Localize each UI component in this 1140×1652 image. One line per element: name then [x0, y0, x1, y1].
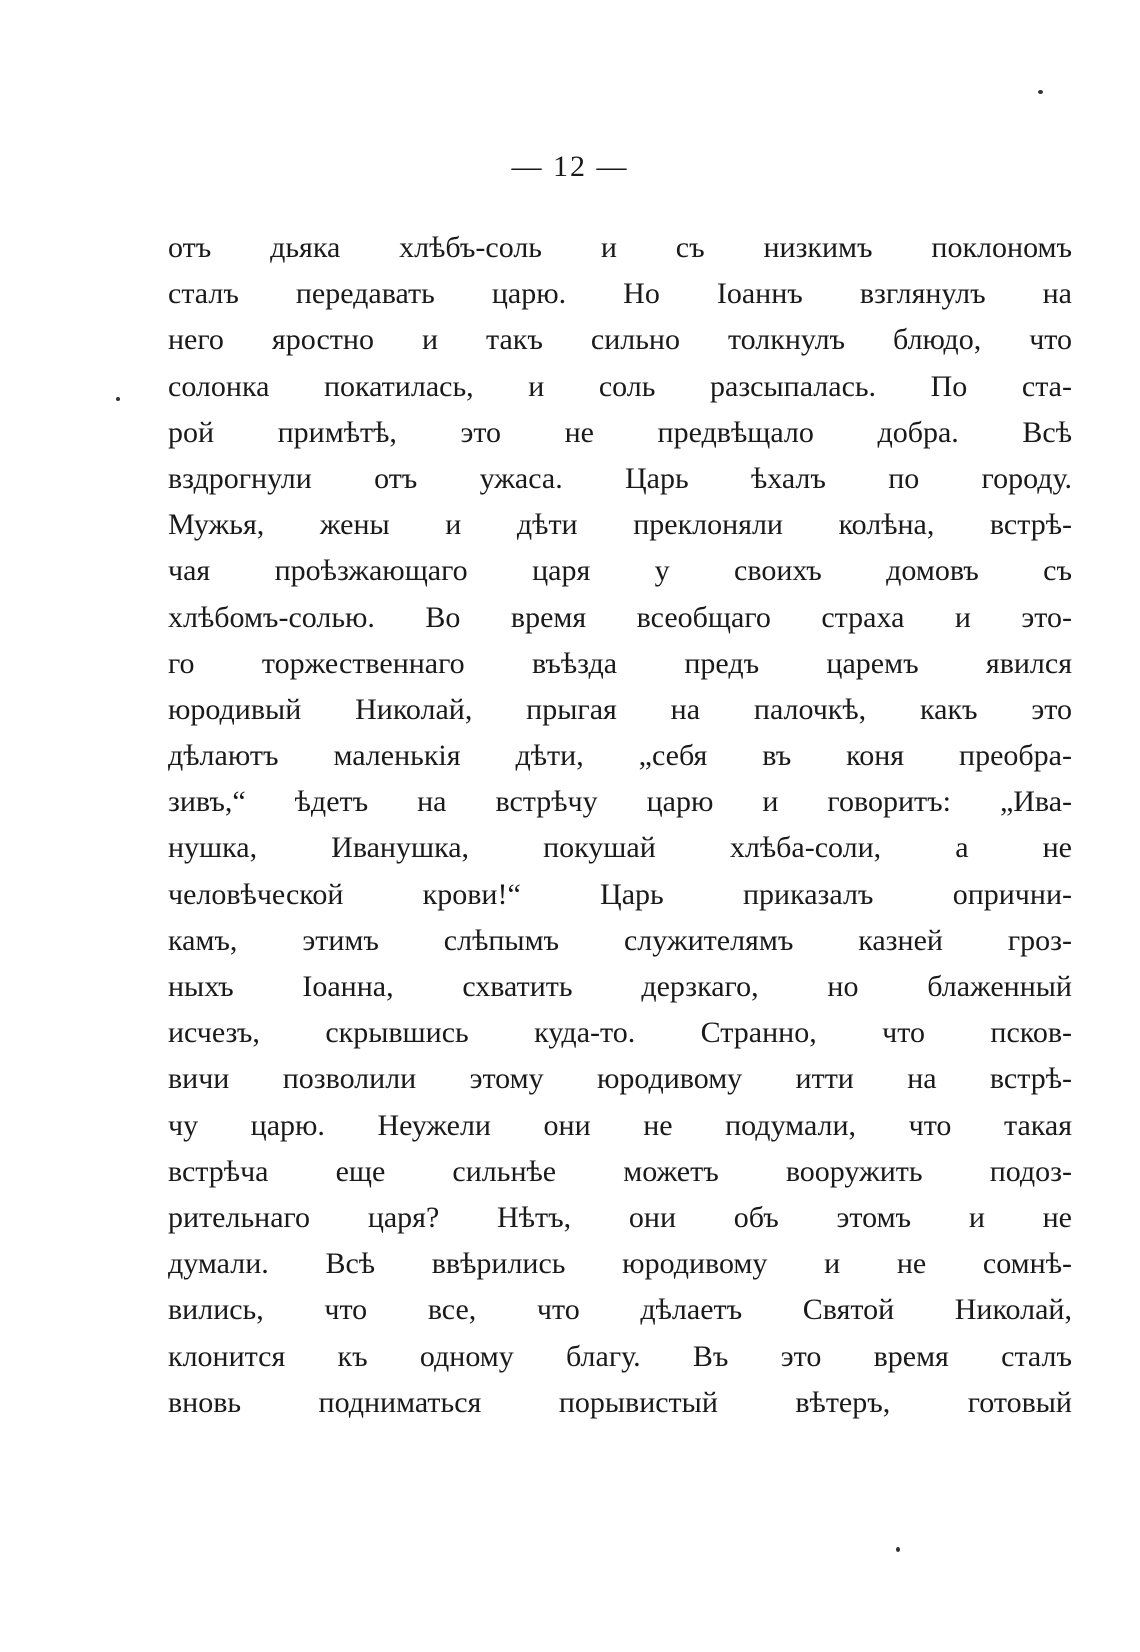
text-line: солонка покатилась, и соль разсыпалась. По ста-	[168, 369, 1072, 403]
text-line: вздрогнули отъ ужаса. Царь ѣхалъ по городу.	[168, 461, 1072, 495]
text-line: отъ дьяка хлѣбъ-соль и съ низкимъ поклономъ	[168, 231, 1072, 264]
text-line: ныхъ Іоанна, схватить дерзкаго, но блаженный	[168, 970, 1072, 1003]
text-line: рительнаго царя? Нѣтъ, они объ этомъ и не	[168, 1200, 1072, 1234]
text-line: сталъ передавать царю. Но Іоаннъ взглянулъ на	[168, 277, 1072, 311]
scan-speck	[1038, 90, 1043, 94]
body-text	[168, 225, 1072, 1426]
text-line: исчезъ, скрывшись куда-то. Странно, что псков-	[168, 1016, 1072, 1050]
text-line: вились, что все, что дѣлаетъ Святой Николай,	[168, 1293, 1072, 1327]
text-line: рой примѣтѣ, это не предвѣщало добра. Всѣ	[168, 415, 1072, 449]
scan-speck	[896, 1547, 900, 1552]
text-line: дѣлаютъ маленькія дѣти, „себя въ коня преобра-	[168, 739, 1072, 773]
text-line: го торжественнаго въѣзда предъ царемъ явился	[168, 646, 1072, 680]
text-line: вичи позволили этому юродивому итти на встрѣ-	[168, 1062, 1072, 1096]
text-line: него яростно и такъ сильно толкнулъ блюдо, что	[168, 323, 1072, 357]
text-line: юродивый Николай, прыгая на палочкѣ, какъ это	[168, 692, 1072, 726]
text-line: хлѣбомъ-солью. Во время всеобщаго страха и это-	[168, 600, 1072, 634]
text-line: Мужья, жены и дѣти преклоняли колѣна, встрѣ-	[168, 508, 1072, 542]
text-line: встрѣча еще сильнѣе можетъ вооружить подоз-	[168, 1154, 1072, 1188]
scan-speck	[116, 397, 120, 401]
text-line: думали. Всѣ ввѣрились юродивому и не сомнѣ-	[168, 1247, 1072, 1281]
text-line: нушка, Иванушка, покушай хлѣба-соли, а не	[168, 831, 1072, 865]
text-line: вновь подниматься порывистый вѣтеръ, готовый	[168, 1385, 1072, 1419]
text-line: клонится къ одному благу. Въ это время сталъ	[168, 1339, 1072, 1373]
text-line: зивъ,“ ѣдетъ на встрѣчу царю и говоритъ: „Ива-	[168, 785, 1072, 819]
text-line: чу царю. Неужели они не подумали, что такая	[168, 1108, 1072, 1142]
text-line: камъ, этимъ слѣпымъ служителямъ казней гроз-	[168, 923, 1072, 957]
page-number: — 12 —	[511, 150, 629, 183]
text-line: человѣческой крови!“ Царь приказалъ опрични-	[168, 877, 1072, 911]
text-line: чая проѣзжающаго царя у своихъ домовъ съ	[168, 554, 1072, 588]
